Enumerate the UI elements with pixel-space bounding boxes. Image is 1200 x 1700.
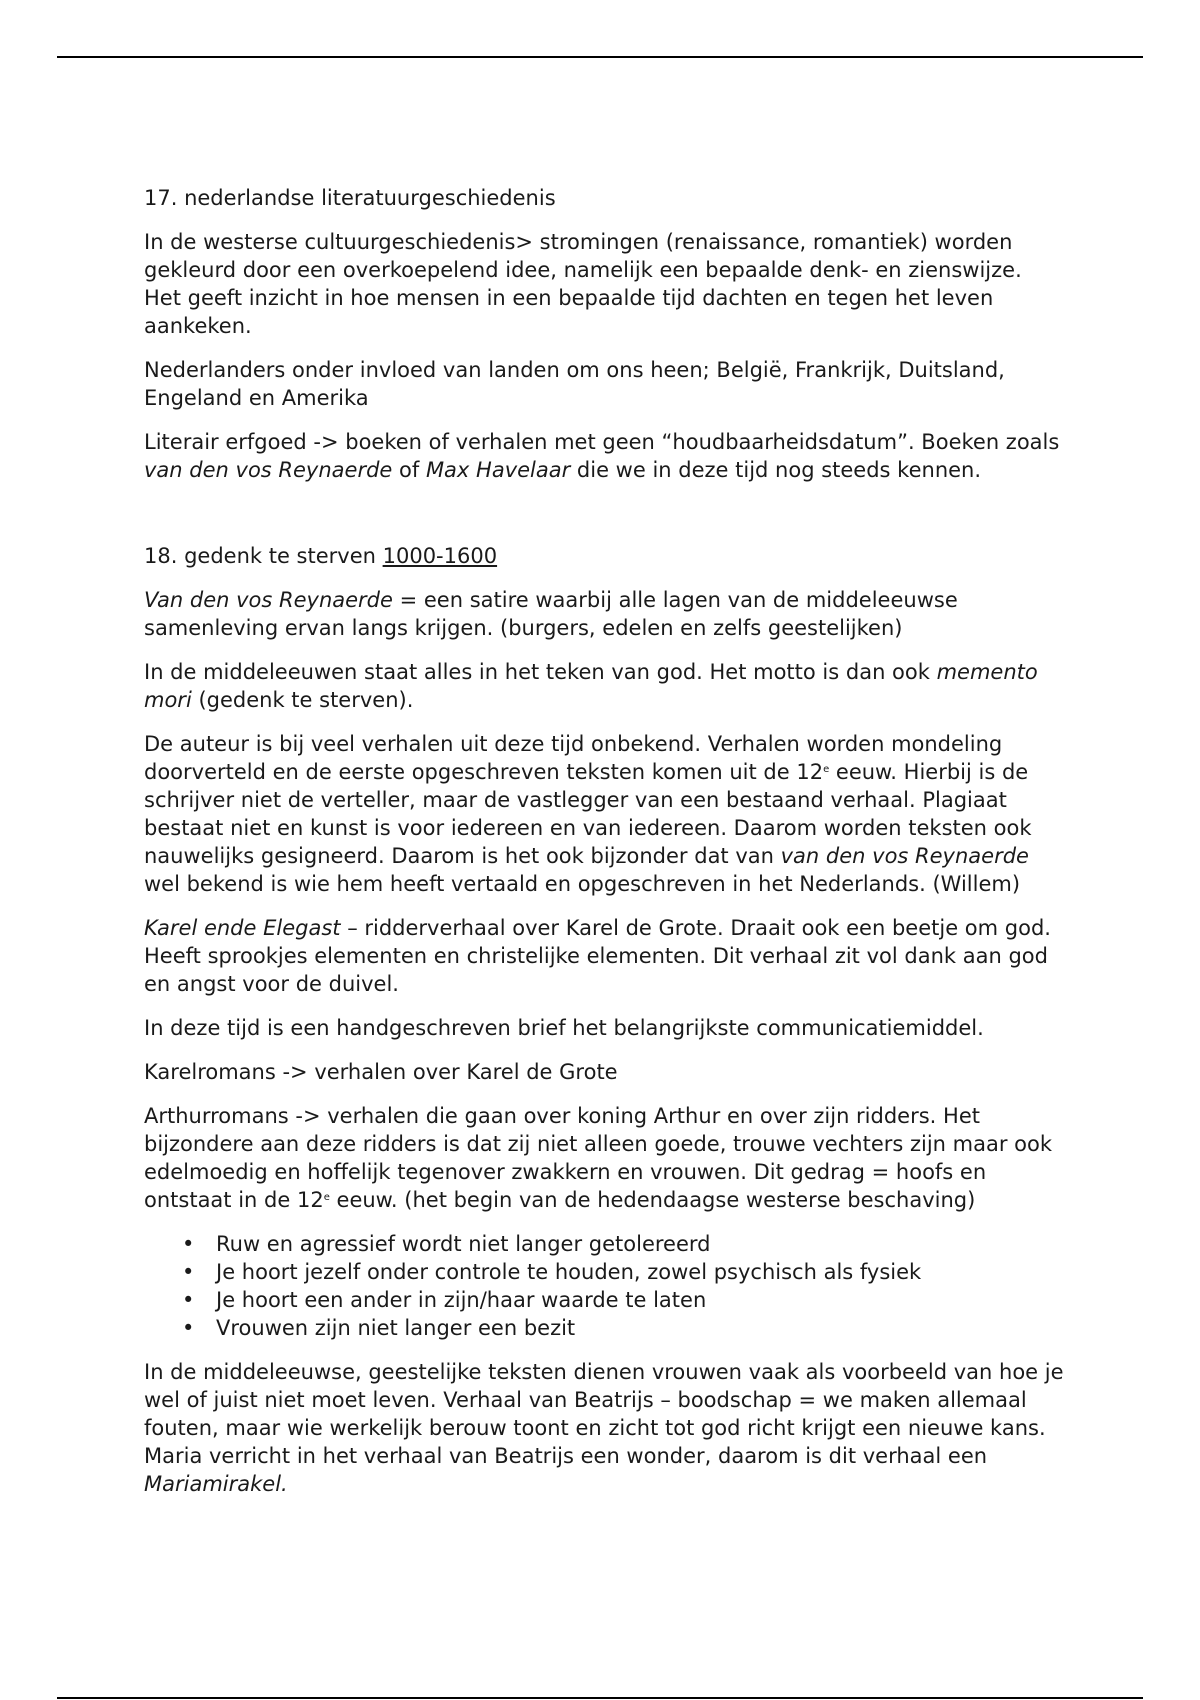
list-item: • Je hoort een ander in zijn/haar waarde te laten — [216, 1286, 1064, 1314]
section-18-paragraph-8 — [144, 1358, 1064, 1498]
heading-period: 1000-1600 — [382, 544, 498, 568]
list-item: • Ruw en agressief wordt niet langer getolereerd — [216, 1230, 1064, 1258]
text-run: of — [392, 458, 426, 482]
text-run: In de middeleeuwse, geestelijke teksten dienen vrouwen vaak als voorbeeld van hoe je wel of juist niet moet leven. Verhaal van Beatrijs – boodschap = we maken allemaal fouten, maar wie werkelijk berouw toont en zicht tot god richt krijgt een nieuwe kans. Maria verricht in het verhaal van Beatrijs een wonder, daarom is dit verhaal een — [144, 1360, 1064, 1468]
section-17-heading: 17. nederlandse literatuurgeschiedenis — [144, 186, 556, 210]
title-italic: Van den vos Reynaerde — [144, 588, 393, 612]
section-gap — [144, 500, 1064, 542]
text-run: eeuw. Hierbij is de schrijver niet de verteller, maar de vastlegger van een bestaand verhaal. Plagiaat bestaat niet en kunst is voor iedereen en van iedereen. Daarom worden teksten ook nauwelijks gesigneerd. Daarom is het ook bijzonder dat van — [144, 760, 1032, 868]
section-18-heading — [144, 542, 1064, 570]
text-run: In de middeleeuwen staat alles in het teken van god. Het motto is dan ook — [144, 660, 937, 684]
section-17-paragraph-1: In de westerse cultuurgeschiedenis> stromingen (renaissance, romantiek) worden gekleurd door een overkoepelend idee, namelijk een bepaalde denk- en zienswijze. Het geeft inzicht in hoe mensen in een bepaalde tijd dachten en tegen het leven aankeken. — [144, 230, 1022, 338]
text-run: Literair erfgoed -> boeken of verhalen met geen “houdbaarheidsdatum”. Boeken zoals — [144, 430, 1060, 454]
text-run: (gedenk te sterven). — [191, 688, 414, 712]
section-17-paragraph-3 — [144, 428, 1064, 484]
title-italic: Karel ende Elegast — [144, 916, 341, 940]
text-run: die we in deze tijd nog steeds kennen. — [570, 458, 982, 482]
title-italic: van den vos Reynaerde — [780, 844, 1029, 868]
footer-rule — [57, 1697, 1143, 1699]
section-18-paragraph-6: Karelromans -> verhalen over Karel de Grote — [144, 1060, 618, 1084]
section-18-paragraph-2 — [144, 658, 1064, 714]
text-run: – ridderverhaal over Karel de Grote. Draait ook een beetje om god. Heeft sprookjes elementen en christelijke elementen. Dit verhaal zit vol dank aan god en angst voor de duivel. — [144, 916, 1051, 996]
section-18-paragraph-4 — [144, 914, 1064, 998]
text-run: Arthurromans -> verhalen die gaan over koning Arthur en over zijn ridders. Het bijzondere aan deze ridders is dat zij niet alleen goede, trouwe vechters zijn maar ook edelmoedig en hoffelijk tegenover zwakkern en vrouwen. Dit gedrag = hoofs en ontstaat in de 12 — [144, 1104, 1053, 1212]
bullet-list — [144, 1230, 1064, 1342]
section-18-paragraph-1 — [144, 586, 1064, 642]
text-run: = een satire waarbij alle lagen van de middeleeuwse samenleving ervan langs krijgen. (burgers, edelen en zelfs geestelijken) — [144, 588, 958, 640]
section-18-paragraph-5: In deze tijd is een handgeschreven brief het belangrijkste communicatiemiddel. — [144, 1016, 984, 1040]
title-italic: Max Havelaar — [425, 458, 571, 482]
section-18-paragraph-7 — [144, 1102, 1064, 1214]
title-italic: Mariamirakel. — [144, 1472, 288, 1496]
document-body — [144, 184, 1064, 1514]
list-item: • Je hoort jezelf onder controle te houden, zowel psychisch als fysiek — [216, 1258, 1064, 1286]
motto-italic: memento mori — [144, 660, 1038, 712]
header-rule — [57, 56, 1143, 58]
superscript: e — [823, 764, 830, 775]
text-run: De auteur is bij veel verhalen uit deze tijd onbekend. Verhalen worden mondeling doorverteld en de eerste opgeschreven teksten komen uit de 12 — [144, 732, 1003, 784]
text-run: wel bekend is wie hem heeft vertaald en opgeschreven in het Nederlands. (Willem) — [144, 872, 1021, 896]
superscript: e — [323, 1192, 330, 1203]
list-item: • Vrouwen zijn niet langer een bezit — [216, 1314, 1064, 1342]
heading-text: 18. gedenk te sterven — [144, 544, 383, 568]
text-run: eeuw. (het begin van de hedendaagse westerse beschaving) — [329, 1188, 976, 1212]
title-italic: van den vos Reynaerde — [144, 458, 393, 482]
section-17-paragraph-2: Nederlanders onder invloed van landen om ons heen; België, Frankrijk, Duitsland, Engeland en Amerika — [144, 358, 1005, 410]
section-18-paragraph-3 — [144, 730, 1064, 898]
